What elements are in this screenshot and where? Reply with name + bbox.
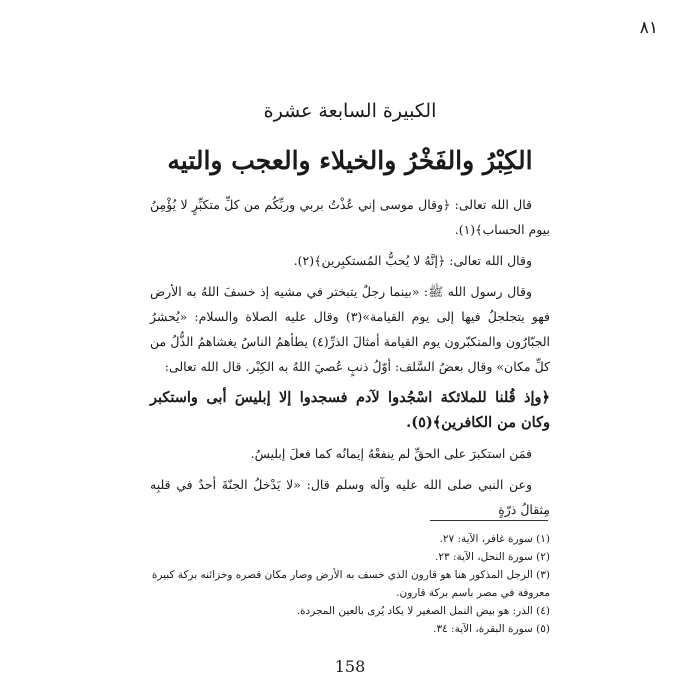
paragraph-verse-1: قال الله تعالى: ﴿وقال موسى إني عُذْتُ بربي وربِّكُم من كلِّ متكبِّرٍ لا يُؤْمِنُ بيوم الحساب﴾(١). [150,197,550,237]
footnote-divider [430,520,548,521]
footnote-item: (٢) سورة النحل، الآية: ٢٣. [434,551,550,563]
paragraph-commentary: فمَن استكبرَ على الحقِّ لم ينفعْهُ إيمانُه كما فعلَ إبليسُ. [250,446,532,461]
footnote-item: (٤) الذر: هو بيض النمل الصغير لا يكاد يُرى بالعين المجردة. [296,605,550,617]
main-text [150,192,550,528]
paragraph-verse-2: وقال الله تعالى: ﴿إنَّهُ لا يُحبُّ المُستكبِرين﴾(٢). [293,253,532,268]
page-title: الكِبْرُ والفَخْرُ والخيلاء والعجب والتيه [167,146,533,175]
chapter-heading: الكبيرة السابعة عشرة [263,100,437,122]
footnote-item: (٥) سورة البقرة، الآية: ٣٤. [433,623,550,635]
page-number-footer: 158 [334,657,366,676]
footnote-item: (١) سورة غافر، الآية: ٢٧. [439,533,550,545]
paragraph-verse-3: ﴿وإذ قُلنا للملائكة اسْجُدوا لآدم فسجدوا إلا إبليسَ أبى واستكبر وكان من الكافرين﴾(٥). [150,389,550,431]
paragraph-hadith-2: وعن النبي صلى الله عليه وآله وسلم قال: «لا يَدْخلُ الجنّةَ أحدٌ في قلبِه مِثقالُ ذرّةٍ [150,477,550,517]
running-page-number: ٨١ [639,18,658,38]
footnotes [150,530,550,638]
footnote-item: (٣) الرجل المذكور هنا هو قارون الذي خسف به الأرض وصار مكان قصره وخزائنه بركة كبيرة معروفة في مصر باسم بركة قارون. [151,569,550,599]
paragraph-hadith: وقال رسول الله ﷺ: «بينما رجلٌ يتبختر في مشيه إذ خسفَ اللهُ به الأرض فهو يتجلجلُ فيها إلى يوم القيامة»(٣) وقال عليه الصلاة والسلام: «يُحشرُ الجبّارُون والمتكبّرون يوم القيامة أمثالَ الذرِّ(٤) يطأهمُ الناسُ يغشاهمُ الذُّلُ من كلِّ مكان» وقال بعضُ السَّلف: أوّلُ ذنبٍ عُصيَ اللهُ به الكِبْر. قال الله تعالى: [150,284,551,374]
